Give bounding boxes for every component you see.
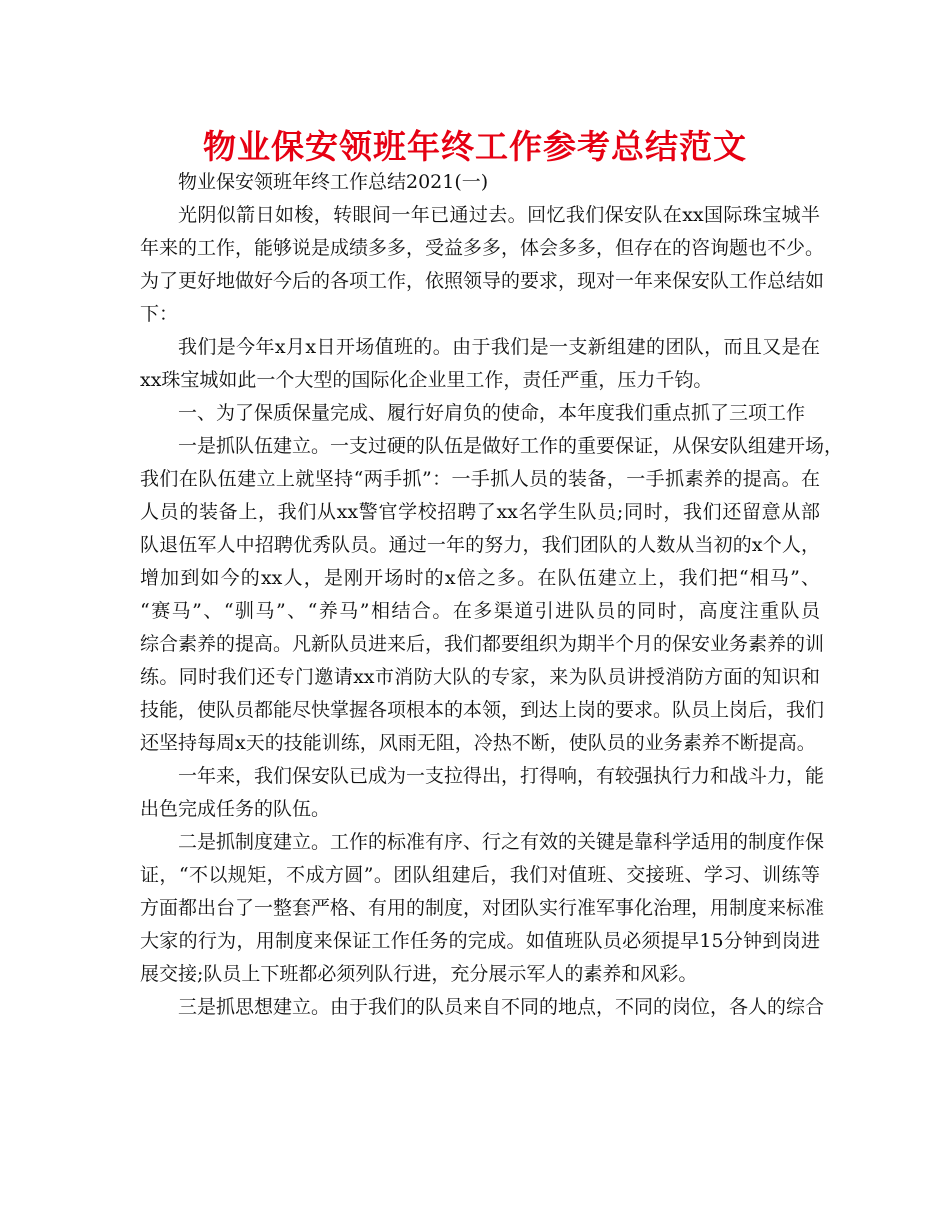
text-line: 还坚持每周x天的技能训练，风雨无阻，冷热不断，使队员的业务素养不断提高。 — [140, 732, 816, 754]
text-line: 光阴似箭日如梭，转眼间一年已通过去。回忆我们保安队在xx国际珠宝城半 — [178, 204, 820, 226]
text-line: 增加到如今的xx人，是刚开场时的x倍之多。在队伍建立上，我们把“相马”、 — [140, 567, 820, 589]
text-line: 下： — [140, 303, 179, 325]
text-line: 综合素养的提高。凡新队员进来后，我们都要组织为期半个月的保安业务素养的训 — [140, 633, 825, 655]
text-line: 技能，使队员都能尽快掌握各项根本的本领，到达上岗的要求。队员上岗后，我们 — [140, 699, 825, 721]
text-line: 展交接;队员上下班都必须列队行进，充分展示军人的素养和风彩。 — [140, 963, 698, 985]
text-line: 出色完成任务的队伍。 — [140, 798, 331, 820]
document-title: 物业保安领班年终工作参考总结范文 — [203, 127, 747, 166]
text-line: 为了更好地做好今后的各项工作，依照领导的要求，现对一年来保安队工作总结如 — [140, 270, 825, 292]
text-line: “赛马”、“驯马”、“养马”相结合。在多渠道引进队员的同时，高度注重队员 — [140, 600, 820, 622]
text-line: 二是抓制度建立。工作的标准有序、行之有效的关键是靠科学适用的制度作保 — [178, 831, 825, 853]
text-line: 我们是今年x月x日开场值班的。由于我们是一支新组建的团队，而且又是在 — [178, 336, 820, 358]
document-body — [140, 166, 844, 1024]
text-line: 一是抓队伍建立。一支过硬的队伍是做好工作的重要保证，从保安队组建开场， — [178, 435, 844, 457]
text-line: 大家的行为，用制度来保证工作任务的完成。如值班队员必须提早15分钟到岗进 — [140, 930, 820, 952]
text-line: 练。同时我们还专门邀请xx市消防大队的专家，来为队员讲授消防方面的知识和 — [140, 666, 820, 688]
text-line: 方面都出台了一整套严格、有用的制度，对团队实行准军事化治理，用制度来标准 — [140, 897, 825, 919]
text-line: 队退伍军人中招聘优秀队员。通过一年的努力，我们团队的人数从当初的x个人， — [140, 534, 820, 556]
text-line: 人员的装备上，我们从xx警官学校招聘了xx名学生队员;同时，我们还留意从部 — [140, 501, 820, 523]
text-line: 一、为了保质保量完成、履行好肩负的使命，本年度我们重点抓了三项工作 — [178, 402, 806, 424]
text-line: 三是抓思想建立。由于我们的队员来自不同的地点，不同的岗位，各人的综合 — [178, 996, 825, 1018]
text-line: 一年来，我们保安队已成为一支拉得出，打得响，有较强执行力和战斗力，能 — [178, 765, 825, 787]
text-line: 年来的工作，能够说是成绩多多，受益多多，体会多多，但存在的咨询题也不少。 — [140, 237, 825, 259]
text-line: 物业保安领班年终工作总结2021(一) — [178, 171, 489, 193]
text-line: xx珠宝城如此一个大型的国际化企业里工作，责任严重，压力千钧。 — [140, 369, 713, 391]
text-line: 我们在队伍建立上就坚持“两手抓”：一手抓人员的装备，一手抓素养的提高。在 — [140, 468, 820, 490]
text-line: 证，“不以规矩，不成方圆”。团队组建后，我们对值班、交接班、学习、训练等 — [140, 864, 820, 886]
